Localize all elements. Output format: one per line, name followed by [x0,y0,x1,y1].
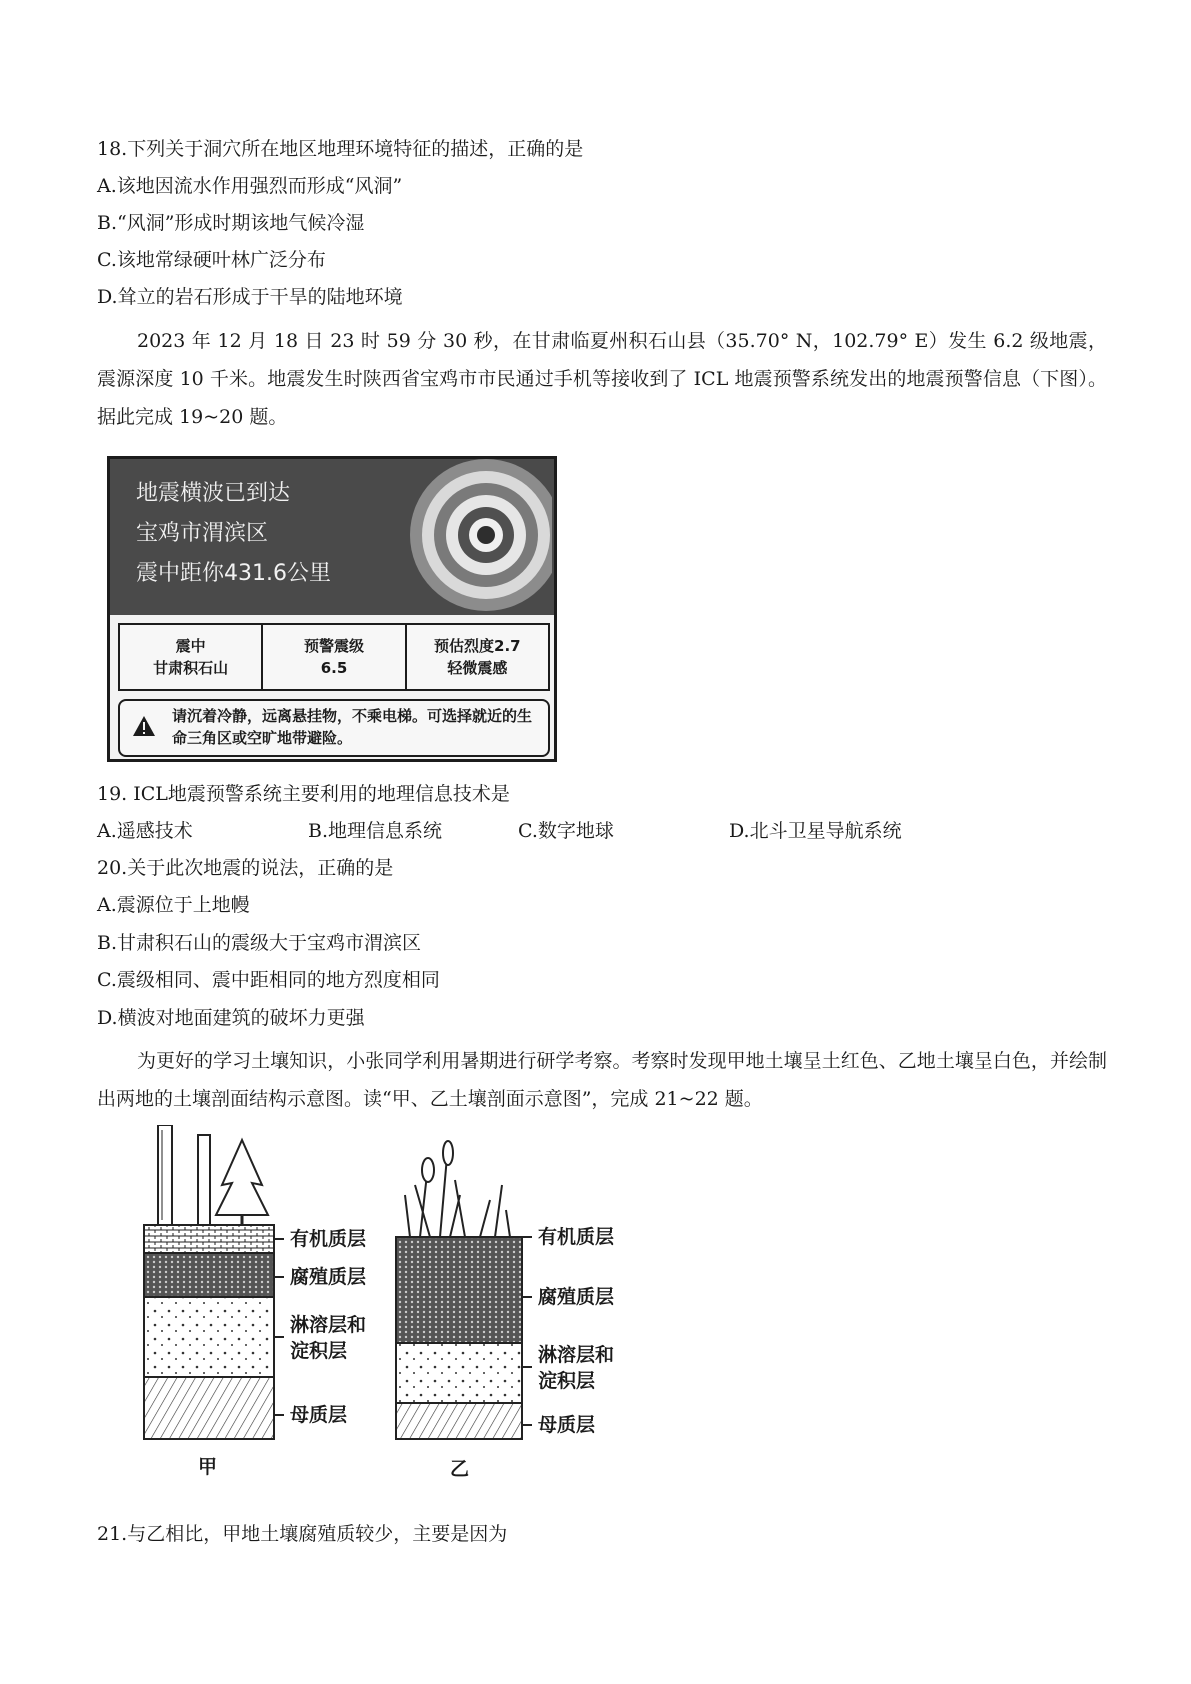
magnitude-cell [263,625,406,689]
earthquake-warning-card [107,456,557,762]
q20-stem: 20.关于此次地震的说法，正确的是 [97,857,394,879]
q18-stem: 18.下列关于洞穴所在地区地理环境特征的描述，正确的是 [97,138,584,160]
q20-option-c: C.震级相同、震中距相同的地方烈度相同 [97,969,440,991]
warning-line-1: 地震横波已到达 [136,481,291,506]
jia-profile [144,1125,284,1439]
q20-option-b: B.甘肃积石山的震级大于宝鸡市渭滨区 [97,932,422,954]
magnitude-value: 6.5 [320,659,348,677]
yi-layer-parent: 母质层 [538,1414,596,1436]
jia-layer-organic: 有机质层 [290,1228,367,1250]
q20-option-d: D.横波对地面建筑的破坏力更强 [97,1007,365,1029]
q19-option-d: D.北斗卫星导航系统 [729,820,902,842]
yi-profile [396,1141,532,1439]
epicenter-cell [120,625,263,689]
q19-options [97,818,1097,844]
q19-option-c: C.数字地球 [518,820,614,842]
q19-option-a: A.遥感技术 [97,820,193,842]
yi-layer-illuvial: 淀积层 [538,1370,596,1392]
warning-triangle-icon [132,715,156,737]
safety-notice [118,699,550,757]
yi-layer-organic: 有机质层 [538,1226,615,1248]
yi-layer-humus: 腐殖质层 [538,1286,615,1308]
magnitude-label: 预警震级 [303,637,364,655]
target-rings-icon [402,459,552,615]
q21-stem: 21.与乙相比，甲地土壤腐殖质较少，主要是因为 [97,1523,508,1545]
q19-stem: 19. ICL地震预警系统主要利用的地理信息技术是 [97,783,510,805]
jia-layer-parent: 母质层 [290,1404,348,1426]
yi-name: 乙 [450,1458,470,1480]
intensity-cell [407,625,548,689]
jia-name: 甲 [198,1456,218,1478]
epicenter-value: 甘肃积石山 [153,659,229,677]
epicenter-label: 震中 [175,637,206,655]
jia-layer-illuvial: 淀积层 [290,1340,348,1362]
jia-layer-humus: 腐殖质层 [290,1266,367,1288]
q18-option-d: D.耸立的岩石形成于干旱的陆地环境 [97,286,403,308]
q20-option-a: A.震源位于上地幔 [97,894,250,916]
intensity-value: 轻微震感 [447,659,508,677]
jia-layer-eluvial: 淋溶层和 [290,1314,367,1336]
passage-earthquake: 2023 年 12 月 18 日 23 时 59 分 30 秒，在甘肃临夏州积石山县（35.70° N，102.79° E）发生 6.2 级地震，震源深度 10 千米。地震发生时陕西省宝鸡市市民通过手机等接收到了 ICL 地震预警系统发出的地震预警信息（下图）。据此完成 19~20 题。 [97,330,1107,428]
warning-card-header [110,459,554,615]
yi-layer-eluvial: 淋溶层和 [538,1344,615,1366]
soil-profile-diagram [110,1125,690,1485]
intensity-label: 预估烈度2.7 [434,637,521,655]
warning-line-3: 震中距你431.6公里 [136,561,331,586]
passage-soil: 为更好的学习土壤知识，小张同学利用暑期进行研学考察。考察时发现甲地土壤呈土红色、乙地土壤呈白色，并绘制出两地的土壤剖面结构示意图。读“甲、乙土壤剖面示意图”，完成 21~22 题。 [97,1050,1107,1110]
q18-option-c: C.该地常绿硬叶林广泛分布 [97,249,326,271]
warning-info-table [118,623,550,691]
q18-option-a: A.该地因流水作用强烈而形成“风洞” [97,175,403,197]
q18-option-b: B.“风洞”形成时期该地气候冷湿 [97,212,365,234]
warning-line-2: 宝鸡市渭滨区 [136,521,269,546]
q19-option-b: B.地理信息系统 [308,820,443,842]
safety-notice-text: 请沉着冷静，远离悬挂物，不乘电梯。可选择就近的生命三角区或空旷地带避险。 [172,707,533,747]
